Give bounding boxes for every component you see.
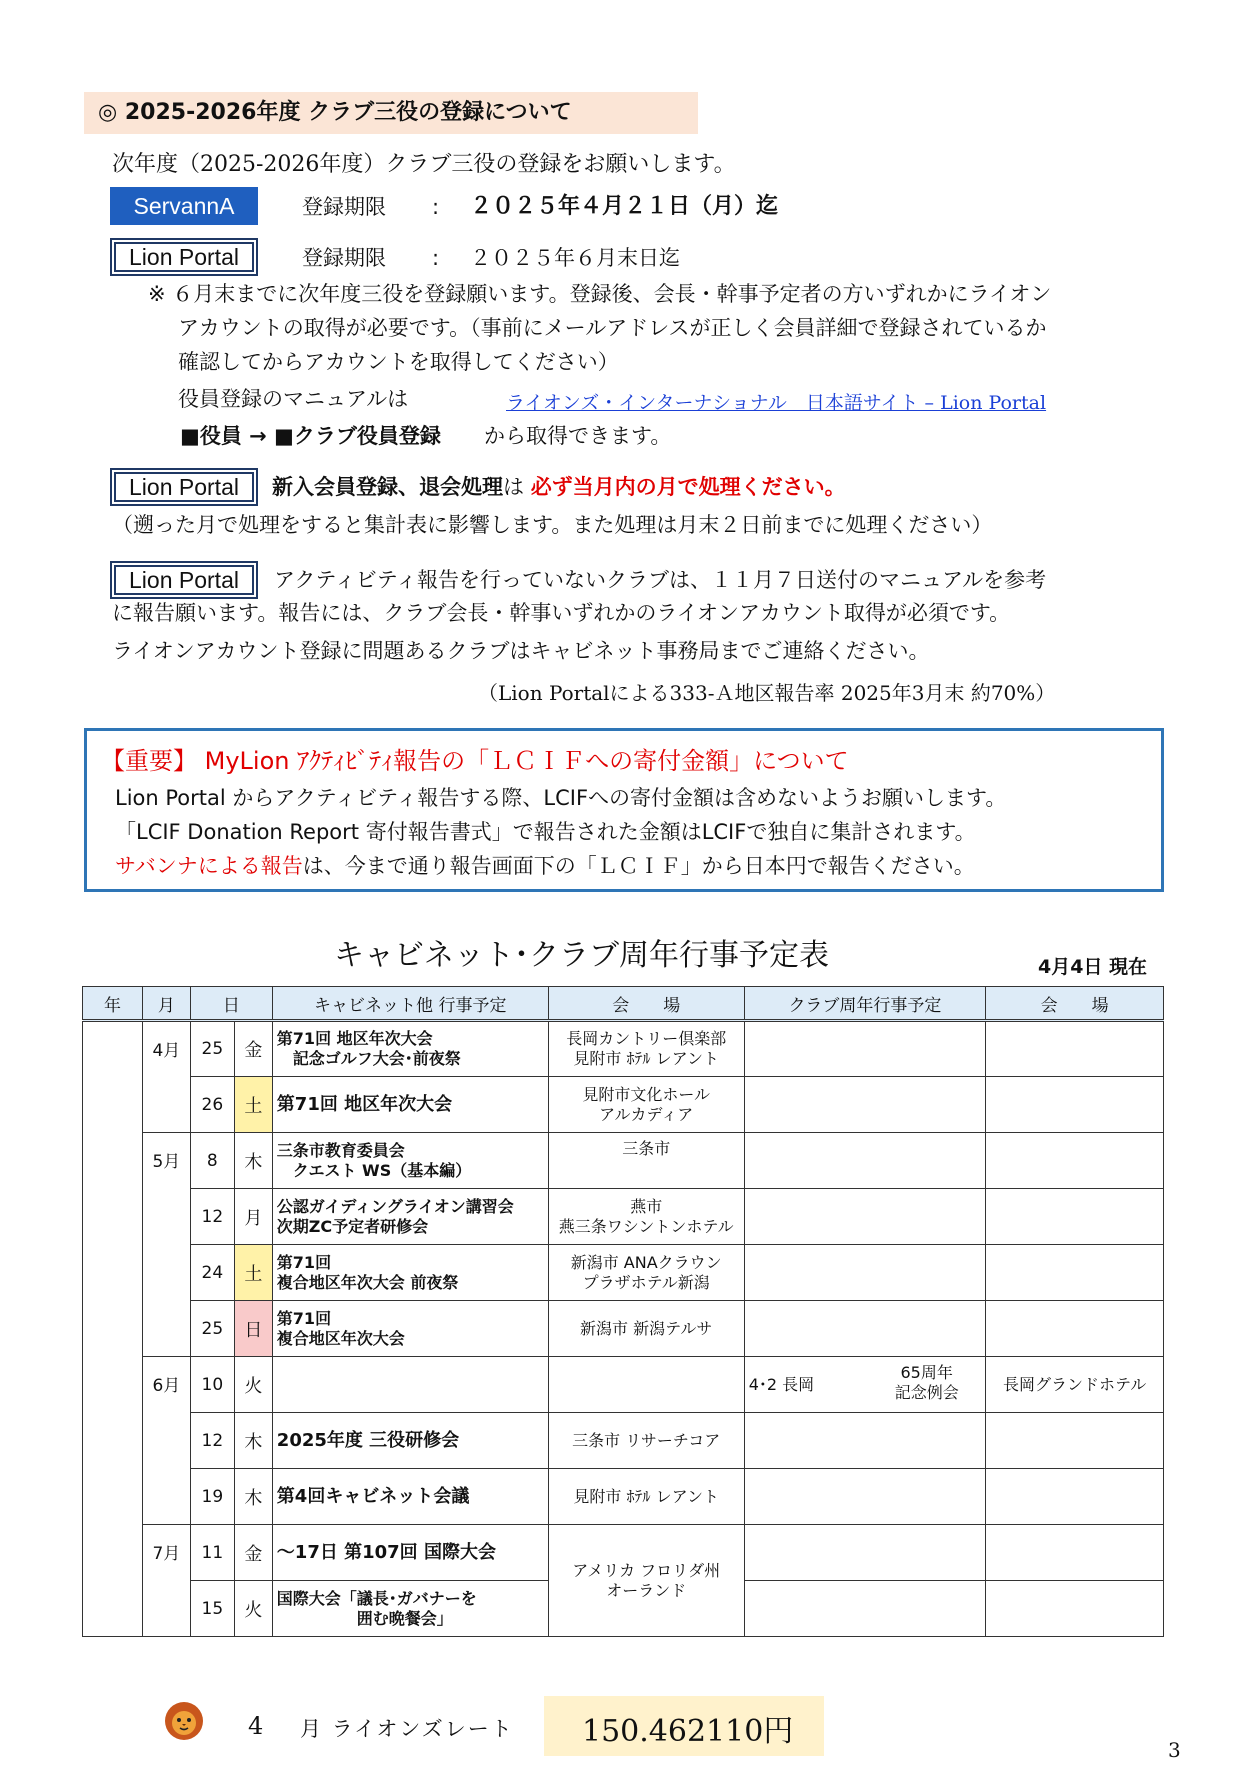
club-venue-cell bbox=[986, 1413, 1164, 1469]
notice-line-3-rest: は、今まで通り報告画面下の「ＬＣＩＦ」から日本円で報告ください。 bbox=[302, 854, 975, 878]
club-event-cell bbox=[744, 1469, 986, 1525]
schedule-title: キャビネット･クラブ周年行事予定表 bbox=[334, 938, 829, 973]
venue-cell: 長岡カントリー倶楽部 見附市 ﾎﾃﾙ レアント bbox=[548, 1021, 744, 1077]
cabinet-event-cell: 第4回キャビネット会議 bbox=[272, 1469, 548, 1525]
lionportal-deadline-label: 登録期限 bbox=[302, 246, 386, 270]
club-venue-cell bbox=[986, 1021, 1164, 1077]
table-row bbox=[83, 1245, 1164, 1301]
venue-cell: 新潟市 新潟テルサ bbox=[548, 1301, 744, 1357]
venue-cell: 新潟市 ANAクラウン プラザホテル新潟 bbox=[548, 1245, 744, 1301]
weekday-cell: 土 bbox=[234, 1245, 272, 1301]
cabinet-event-cell: 第71回 地区年次大会 bbox=[272, 1077, 548, 1133]
lions-rate-box bbox=[544, 1696, 824, 1756]
rate-note: （Lion Portalによる333-Ａ地区報告率 2025年3月末 約70%） bbox=[478, 681, 1056, 705]
table-row bbox=[83, 1077, 1164, 1133]
weekday-cell: 火 bbox=[234, 1357, 272, 1413]
day-cell: 26 bbox=[190, 1077, 234, 1133]
month-cell: 7月 bbox=[142, 1525, 190, 1637]
club-venue-cell: 長岡グランドホテル bbox=[986, 1357, 1164, 1413]
header-month: 月 bbox=[142, 987, 190, 1021]
servanna-deadline: ２０２５年４月２１日（月）迄 bbox=[470, 194, 779, 219]
club-venue-cell bbox=[986, 1581, 1164, 1637]
weekday-cell: 木 bbox=[234, 1469, 272, 1525]
day-cell: 24 bbox=[190, 1245, 234, 1301]
manual-label: 役員登録のマニュアルは bbox=[178, 387, 409, 411]
club-venue-cell bbox=[986, 1133, 1164, 1189]
activity-line-1: に報告願います。報告には、クラブ会長・幹事いずれかのライオンアカウント取得が必須です。 bbox=[112, 601, 1011, 625]
cabinet-event-cell: 公認ガイディングライオン講習会 次期ZC予定者研修会 bbox=[272, 1189, 548, 1245]
weekday-cell: 火 bbox=[234, 1581, 272, 1637]
club-event-title: 65周年 記念例会 bbox=[894, 1363, 959, 1402]
club-venue-cell bbox=[986, 1245, 1164, 1301]
club-venue-cell bbox=[986, 1189, 1164, 1245]
table-row bbox=[83, 1301, 1164, 1357]
schedule-as-of: 4月4日 現在 bbox=[1038, 956, 1148, 978]
weekday-cell: 月 bbox=[234, 1189, 272, 1245]
activity-line-2: ライオンアカウント登録に問題あるクラブはキャビネット事務局までご連絡ください。 bbox=[112, 639, 930, 663]
venue-cell bbox=[548, 1357, 744, 1413]
path-bold: ■役員 → ■クラブ役員登録 bbox=[180, 424, 441, 448]
month-cell: 6月 bbox=[142, 1357, 190, 1525]
venue-cell: 見附市 ﾎﾃﾙ レアント bbox=[548, 1469, 744, 1525]
month-cell: 4月 bbox=[142, 1021, 190, 1133]
header-cabinet-event: キャビネット他 行事予定 bbox=[272, 987, 548, 1021]
club-venue-cell bbox=[986, 1525, 1164, 1581]
section-title: ◎ 2025-2026年度 クラブ三役の登録について bbox=[84, 92, 698, 134]
day-cell: 15 bbox=[190, 1581, 234, 1637]
manual-link[interactable]: ライオンズ・インターナショナル 日本語サイト – Lion Portal bbox=[506, 392, 1047, 414]
club-event-cell bbox=[744, 1245, 986, 1301]
club-event-name: 4･2 長岡 bbox=[748, 1375, 815, 1394]
weekday-cell: 金 bbox=[234, 1021, 272, 1077]
note-line-3: 確認してからアカウントを取得してください） bbox=[178, 350, 619, 374]
weekday-cell: 金 bbox=[234, 1525, 272, 1581]
venue-cell: 三条市 bbox=[548, 1133, 744, 1189]
header-venue: 会 場 bbox=[548, 987, 744, 1021]
day-cell: 8 bbox=[190, 1133, 234, 1189]
lion-head-icon bbox=[164, 1700, 204, 1742]
note-line-2: アカウントの取得が必要です。（事前にメールアドレスが正しく会員詳細で登録されているか bbox=[178, 316, 1047, 340]
club-event-cell bbox=[744, 1189, 986, 1245]
servanna-colon: : bbox=[432, 195, 440, 219]
table-row bbox=[83, 1133, 1164, 1189]
table-row bbox=[83, 1021, 1164, 1077]
servanna-button[interactable]: ServannA bbox=[110, 187, 258, 225]
day-cell: 25 bbox=[190, 1021, 234, 1077]
club-event-cell bbox=[744, 1525, 986, 1581]
important-notice-box bbox=[84, 728, 1164, 892]
club-event-cell bbox=[744, 1021, 986, 1077]
day-cell: 11 bbox=[190, 1525, 234, 1581]
club-event-cell bbox=[744, 1413, 986, 1469]
header-day: 日 bbox=[190, 987, 272, 1021]
lion-portal-button-3[interactable]: Lion Portal bbox=[110, 561, 258, 599]
lp3-text: アクティビティ報告を行っていないクラブは、１１月７日送付のマニュアルを参考 bbox=[274, 568, 1047, 592]
club-venue-cell bbox=[986, 1077, 1164, 1133]
note-line-1: ※ ６月末までに次年度三役を登録願います。登録後、会長・幹事予定者の方いずれかにライオン bbox=[148, 282, 1052, 306]
cabinet-event-cell: 国際大会「議長･ガバナーを 囲む晩餐会」 bbox=[272, 1581, 548, 1637]
club-event-cell bbox=[744, 1077, 986, 1133]
lion-portal-button-2[interactable]: Lion Portal bbox=[110, 468, 258, 506]
day-cell: 12 bbox=[190, 1413, 234, 1469]
cabinet-event-cell: 第71回 複合地区年次大会 bbox=[272, 1301, 548, 1357]
lions-rate-value: 150.462110円 bbox=[582, 1714, 794, 1749]
paren-note: （遡った月で処理をすると集計表に影響します。また処理は月末２日前までに処理ください） bbox=[112, 513, 993, 537]
schedule-table bbox=[82, 986, 1164, 1637]
weekday-cell: 日 bbox=[234, 1301, 272, 1357]
day-cell: 19 bbox=[190, 1469, 234, 1525]
notice-title: 【重要】 MyLion ｱｸﾃｨﾋﾞﾃｨ報告の「ＬＣＩＦへの寄付金額」について bbox=[101, 747, 849, 775]
cabinet-event-cell bbox=[272, 1357, 548, 1413]
table-header-row bbox=[83, 987, 1164, 1021]
header-year: 年 bbox=[83, 987, 143, 1021]
lionportal-deadline: ２０２５年６月末日迄 bbox=[470, 246, 680, 270]
notice-line-1: Lion Portal からアクティビティ報告する際、LCIFへの寄付金額は含めないようお願いします。 bbox=[115, 786, 1007, 810]
lp2-red-text: 必ず当月内の月で処理ください。 bbox=[530, 475, 846, 499]
club-event-cell bbox=[744, 1133, 986, 1189]
header-club-venue: 会 場 bbox=[986, 987, 1164, 1021]
cabinet-event-cell: ～17日 第107回 国際大会 bbox=[272, 1525, 548, 1581]
servanna-deadline-label: 登録期限 bbox=[302, 195, 386, 219]
cabinet-event-cell: 2025年度 三役研修会 bbox=[272, 1413, 548, 1469]
notice-line-2: 「LCIF Donation Report 寄付報告書式」で報告された金額はLCIFで独自に集計されます。 bbox=[115, 820, 976, 844]
club-event-cell bbox=[744, 1581, 986, 1637]
club-event-cell bbox=[744, 1301, 986, 1357]
cabinet-event-cell: 第71回 複合地区年次大会 前夜祭 bbox=[272, 1245, 548, 1301]
weekday-cell: 木 bbox=[234, 1133, 272, 1189]
footer-month-label: 月 ライオンズレート bbox=[300, 1717, 514, 1741]
footer-month-number: 4 bbox=[248, 1712, 264, 1740]
year-cell bbox=[83, 1021, 143, 1637]
lionportal-colon: : bbox=[432, 246, 440, 270]
lp2-bold-text: 新入会員登録、退会処理 bbox=[272, 475, 503, 499]
weekday-cell: 土 bbox=[234, 1077, 272, 1133]
lp2-mid: は bbox=[503, 475, 524, 499]
notice-line-3-red: サバンナによる報告 bbox=[115, 854, 303, 878]
lion-portal-button-1[interactable]: Lion Portal bbox=[110, 238, 258, 276]
venue-cell: 燕市 燕三条ワシントンホテル bbox=[548, 1189, 744, 1245]
intro-text: 次年度（2025-2026年度）クラブ三役の登録をお願いします。 bbox=[112, 152, 736, 177]
table-row bbox=[83, 1189, 1164, 1245]
day-cell: 25 bbox=[190, 1301, 234, 1357]
path-rest: から取得できます。 bbox=[484, 424, 672, 448]
cabinet-event-cell: 三条市教育委員会 クエスト WS（基本編） bbox=[272, 1133, 548, 1189]
table-row bbox=[83, 1525, 1164, 1581]
weekday-cell: 木 bbox=[234, 1413, 272, 1469]
cabinet-event-cell: 第71回 地区年次大会 記念ゴルフ大会･前夜祭 bbox=[272, 1021, 548, 1077]
venue-cell: 見附市文化ホール アルカディア bbox=[548, 1077, 744, 1133]
page-number: 3 bbox=[1168, 1738, 1181, 1762]
table-row bbox=[83, 1469, 1164, 1525]
day-cell: 10 bbox=[190, 1357, 234, 1413]
club-venue-cell bbox=[986, 1469, 1164, 1525]
club-venue-cell bbox=[986, 1301, 1164, 1357]
table-row bbox=[83, 1413, 1164, 1469]
month-cell: 5月 bbox=[142, 1133, 190, 1357]
club-event-cell bbox=[744, 1357, 986, 1413]
venue-cell: アメリカ フロリダ州 オーランド bbox=[548, 1525, 744, 1637]
day-cell: 12 bbox=[190, 1189, 234, 1245]
table-row bbox=[83, 1357, 1164, 1413]
venue-cell: 三条市 リサーチコア bbox=[548, 1413, 744, 1469]
header-club-event: クラブ周年行事予定 bbox=[744, 987, 986, 1021]
